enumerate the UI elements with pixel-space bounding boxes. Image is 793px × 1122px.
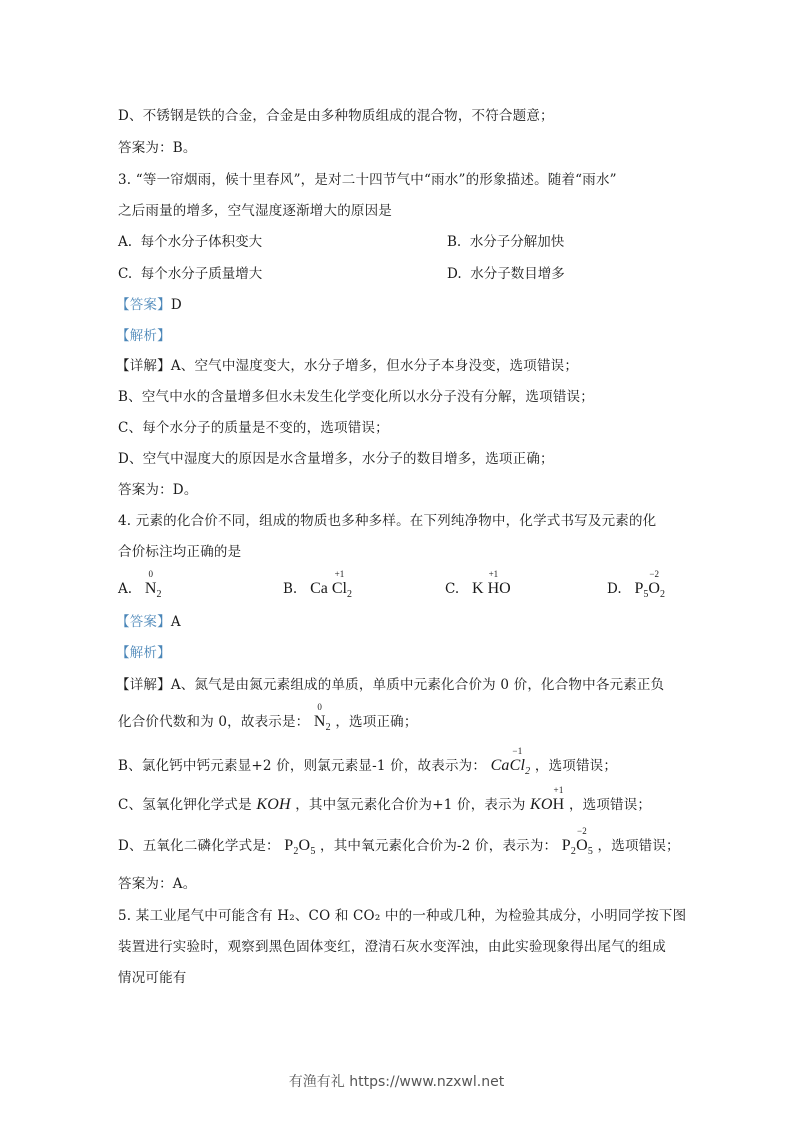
q4-final-answer: 答案为：A。 bbox=[118, 876, 197, 892]
formula-cacl2-minus1-inline: Ca −1 $Cl_2$ bbox=[490, 746, 531, 777]
q4-option-a: A. 0 $N_2$ bbox=[118, 581, 161, 603]
q4-stem-line-1: 4. 元素的化合价不同，组成的物质也多种多样。在下列纯净物中，化学式书写及元素的化 bbox=[118, 513, 657, 529]
answer-tag: 【答案】 bbox=[116, 297, 171, 313]
q5-stem-line-3: 情况可能有 bbox=[118, 970, 187, 986]
formula-p2o5-inline: $P_2O_5$ bbox=[284, 837, 316, 857]
q4-option-d: D. $P_5$ −2 $O_2$ bbox=[607, 581, 665, 603]
q3-answer-value: D bbox=[170, 297, 182, 313]
q3-option-b: B. 水分子分解加快 bbox=[447, 234, 565, 250]
q3-option-c: C. 每个水分子质量增大 bbox=[118, 266, 263, 282]
analysis-tag: 【解析】 bbox=[116, 328, 171, 344]
formula-p5o2-minus2: $P_5$ −2 $O_2$ bbox=[634, 569, 665, 600]
q3-detail-c: C、每个水分子的质量是不变的，选项错误； bbox=[118, 420, 389, 436]
formula-cacl2-plus1: Ca +1 $Cl_2$ bbox=[310, 569, 352, 600]
q4-detail-b: B、氯化钙中钙元素显+2 价，则氯元素显-1 价，故表示为： Ca −1 $Cl_2$ ，选项错误； bbox=[118, 758, 617, 780]
analysis-tag: 【解析】 bbox=[116, 645, 171, 661]
q4-detail-c: C、氢氧化钾化学式是 KOH ，其中氢元素化合价为+1 价，表示为 KO +1 H ，选项错误； bbox=[118, 785, 652, 813]
q4-analysis-line bbox=[116, 645, 171, 661]
q3-analysis-line bbox=[116, 328, 171, 344]
q3-stem-line-2: 之后雨量的增多，空气湿度逐渐增大的原因是 bbox=[118, 203, 392, 219]
formula-koh-plus1-inline: KO +1 H bbox=[530, 785, 565, 813]
formula-n2-zero-inline: 0 $N_2$ bbox=[313, 702, 331, 733]
q3-option-a: A. 每个水分子体积变大 bbox=[118, 234, 263, 250]
formula-n2-zero: 0 $N_2$ bbox=[144, 569, 162, 600]
q2-final-answer: 答案为：B。 bbox=[118, 140, 197, 156]
q4-option-c: C. K +1 HO bbox=[445, 569, 511, 597]
q3-detail-a: 【详解】A、空气中湿度变大，水分子增多，但水分子本身没变，选项错误； bbox=[116, 358, 579, 374]
footer-watermark: 有渔有礼 https://www.nzxwl.net bbox=[288, 1074, 505, 1090]
q4-detail-a-line-1: 【详解】A、氮气是由氮元素组成的单质，单质中元素化合价为 0 价，化合物中各元素正负 bbox=[116, 677, 665, 693]
q4-detail-a-line-2: 化合价代数和为 0，故表示是： 0 $N_2$ ，选项正确； bbox=[118, 714, 418, 736]
formula-koh-inline: KOH bbox=[256, 796, 291, 813]
detail-tag: 【详解】 bbox=[116, 677, 171, 693]
q3-final-answer: 答案为：D。 bbox=[118, 482, 198, 498]
detail-tag: 【详解】 bbox=[116, 358, 171, 374]
formula-kho-plus1: K +1 HO bbox=[472, 569, 511, 597]
q3-answer-line bbox=[116, 297, 182, 313]
q4-answer-line bbox=[116, 614, 181, 630]
formula-p2o5-minus2-inline: $P_2$ −2 $O_5$ bbox=[561, 826, 594, 857]
q2-option-d-explanation: D、不锈钢是铁的合金，合金是由多种物质组成的混合物，不符合题意； bbox=[118, 108, 554, 124]
q4-option-b: B. Ca +1 $Cl_2$ bbox=[283, 581, 352, 603]
q4-detail-d: D、五氧化二磷化学式是： $P_2O_5$ ，其中氧元素化合价为-2 价，表示为： $P_2$ −2 $O_5$ ，选项错误； bbox=[118, 838, 680, 860]
q3-detail-b: B、空气中水的含量增多但水未发生化学变化所以水分子没有分解，选项错误； bbox=[118, 389, 594, 405]
q4-answer-value: A bbox=[170, 614, 181, 630]
q3-detail-d: D、空气中湿度大的原因是水含量增多，水分子的数目增多，选项正确； bbox=[118, 451, 554, 467]
q3-stem-line-1: 3. “等一帘烟雨，候十里春风”，是对二十四节气中“雨水”的形象描述。随着“雨水” bbox=[118, 172, 617, 188]
q5-stem-line-2: 装置进行实验时，观察到黑色固体变红，澄清石灰水变浑浊，由此实验现象得出尾气的组成 bbox=[118, 939, 666, 955]
q4-stem-line-2: 合价标注均正确的是 bbox=[118, 544, 242, 560]
q5-stem-line-1: 5. 某工业尾气中可能含有 H₂、CO 和 CO₂ 中的一种或几种，为检验其成分，小明同学按下图 bbox=[118, 908, 687, 924]
answer-tag: 【答案】 bbox=[116, 614, 171, 630]
q3-option-d: D. 水分子数目增多 bbox=[447, 266, 565, 282]
